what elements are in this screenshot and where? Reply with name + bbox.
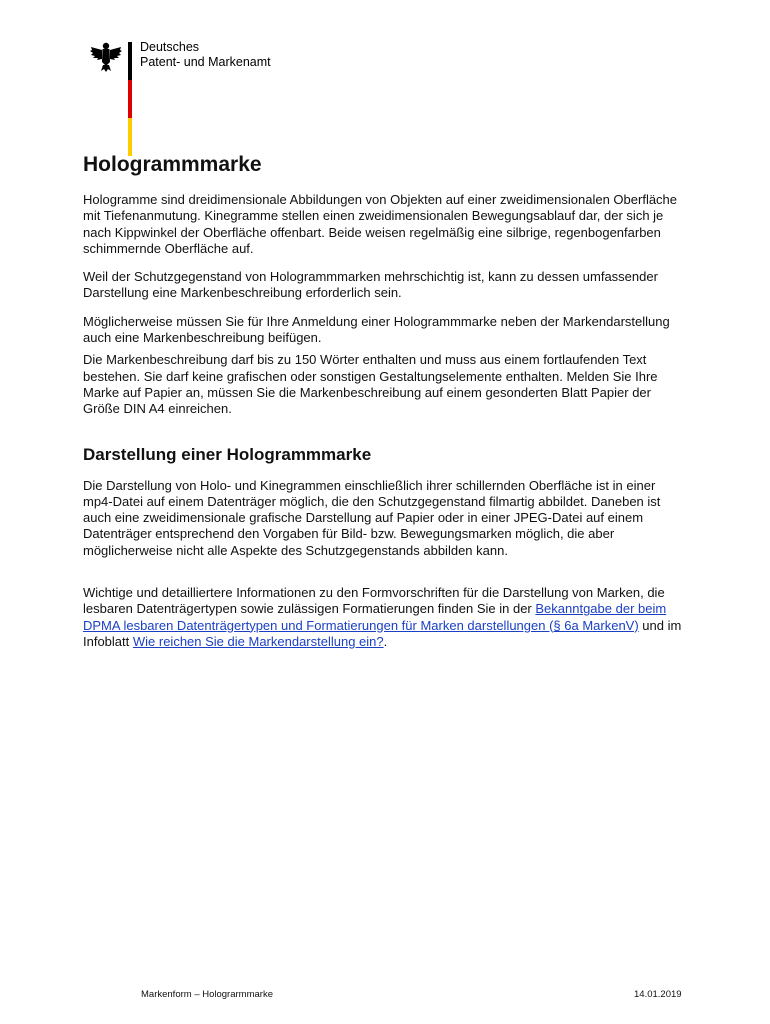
german-flag-bar xyxy=(128,42,132,156)
org-line-2: Patent- und Markenamt xyxy=(140,55,271,69)
link-bekanntgabe[interactable]: Bekanntgabe der beim DPMA lesbaren Datenträgertypen und Formatierungen für Marken darstellungen (§ 6a MarkenV) xyxy=(83,601,667,633)
flag-red xyxy=(128,80,132,118)
paragraph-anmeldung: Möglicherweise müssen Sie für Ihre Anmeldung einer Hologrammmarke neben der Markendarstellung auch eine Markenbeschreibung beifügen. xyxy=(83,313,670,346)
info-end-text: . xyxy=(383,633,388,649)
paragraph-intro: Hologramme sind dreidimensionale Abbildungen von Objekten auf einer zweidimensionalen Oberfläche mit Tiefenanmutung. Kinegramme stellen einen zweidimensionalen Bewegungsablauf dar, der sich je nach Kippwinkel der Oberfläche offenbart. Beide weisen regelmäßig eine silbrige, regenbogenfarben schimmernde Oberfläche auf. xyxy=(83,192,678,256)
info-between-text: und im Infoblatt xyxy=(83,617,682,649)
paragraph-info xyxy=(83,585,683,650)
footer-date: 14.01.2019 xyxy=(634,989,682,1000)
section-heading-darstellung: Darstellung einer Hologrammmarke xyxy=(83,444,372,464)
page-title: Hologrammmarke xyxy=(83,153,262,176)
paragraph-markenbeschreibung: Die Markenbeschreibung darf bis zu 150 Wörter enthalten und muss aus einem fortlaufenden Text bestehen. Sie darf keine grafischen oder sonstigen Gestaltungselemente enthalten. Melden Sie Ihre Marke auf Papier an, müssen Sie die Markenbeschreibung auf einem gesonderten Blatt Papier der Größe DIN A4 einreichen. xyxy=(83,352,658,417)
flag-black xyxy=(128,42,132,80)
paragraph-darstellung: Die Darstellung von Holo- und Kinegrammen einschließlich ihrer schillernden Oberfläche ist in einer mp4-Datei auf einem Datenträger möglich, die den Schutzgegenstand filmartig abbildet. Daneben ist auch eine zweidimensionale grafische Darstellung auf Papier oder in einer JPEG-Datei auf einem Datenträger entsprechend den Vorgaben für Bild- bzw. Bewegungsmarken möglich, die aber möglicherweise nicht alle Aspekte des Schutzgegenstands abbilden kann. xyxy=(83,477,661,558)
link-infoblatt[interactable]: Wie reichen Sie die Markendarstellung ein? xyxy=(132,633,384,649)
paragraph-schutzgegenstand: Weil der Schutzgegenstand von Hologrammmarken mehrschichtig ist, kann zu dessen umfassender Darstellung eine Markenbeschreibung erforderlich sein. xyxy=(83,269,658,301)
info-text: Wichtige und detailliertere Informationen zu den Formvorschriften für die Darstellung von Marken, die lesbaren Datenträgertypen sowie zulässigen Formatierungen finden Sie in der xyxy=(83,585,665,617)
org-line-1: Deutsches xyxy=(140,40,200,54)
main-content xyxy=(83,152,683,662)
organization-name xyxy=(140,40,271,70)
federal-eagle-icon xyxy=(88,38,124,74)
flag-gold xyxy=(128,118,132,156)
footer-document-title: Markenform – Holograrmmarke xyxy=(141,989,273,1000)
